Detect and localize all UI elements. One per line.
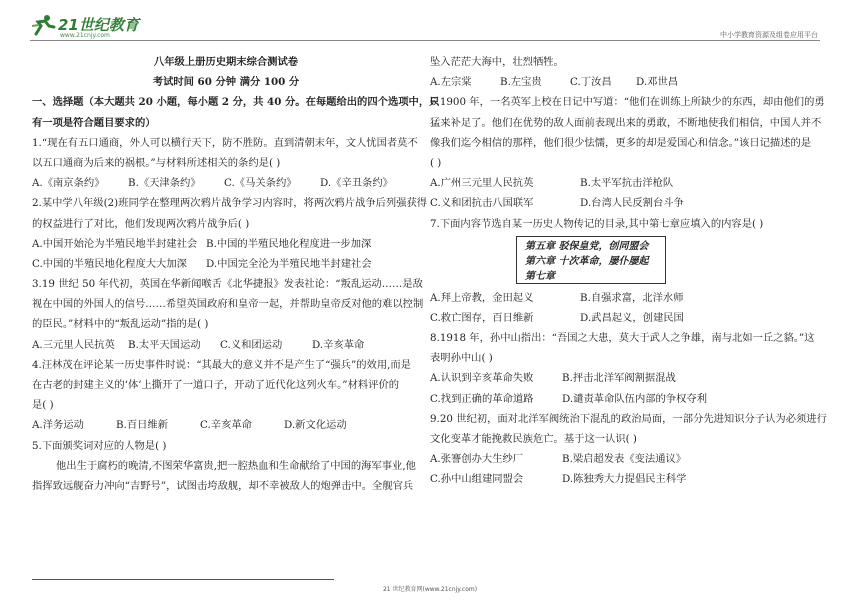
question-5-material: 他出生于腐朽的晚清,不图荣华富贵,把一腔热血和生命献给了中国的海军事业,他 xyxy=(56,459,416,472)
option-b[interactable]: B.百日维新 xyxy=(116,419,169,432)
question-5-options xyxy=(430,72,826,92)
option-c[interactable]: C.找到正确的革命道路 xyxy=(430,392,534,405)
runner-logo-icon xyxy=(30,14,56,36)
option-d[interactable]: D.谴责革命队伍内部的争权夺利 xyxy=(562,392,708,405)
option-b[interactable]: B.梁启超发表《变法通议》 xyxy=(562,453,687,466)
question-3: 3.19 世纪 50 年代初，英国在华新闻喉舌《北华捷报》发表社论：“叛乱运动……是敌 xyxy=(32,278,423,291)
chapter-7-row xyxy=(525,269,657,284)
question-1-options xyxy=(32,173,420,193)
option-c[interactable]: C.辛亥革命 xyxy=(200,419,252,432)
option-d[interactable]: D.陈独秀大力提倡民主科学 xyxy=(562,473,687,486)
option-d[interactable]: D.中国完全沦为半殖民地半封建社会 xyxy=(206,257,372,270)
question-7-options-ab xyxy=(430,288,826,308)
question-8: 8.1918 年，孙中山指出：“吾国之大患，莫大于武人之争雄，南与北如一丘之貉。”这 xyxy=(430,332,815,345)
question-9-options-ab xyxy=(430,449,826,469)
question-6-cont: ( ) xyxy=(430,156,442,169)
question-3-cont: 的臣民。”材料中的“叛乱运动”指的是( ) xyxy=(32,318,209,331)
question-5: 5.下面颁奖词对应的人物是( ) xyxy=(32,439,167,452)
option-c[interactable]: C.救亡图存，百日维新 xyxy=(430,311,534,324)
option-a[interactable]: A.洋务运动 xyxy=(32,419,84,432)
option-b[interactable]: B.太平天国运动 xyxy=(128,338,201,351)
option-d[interactable]: D.辛亥革命 xyxy=(312,338,365,351)
option-c[interactable]: C.义和团运动 xyxy=(220,338,283,351)
right-column xyxy=(430,52,826,490)
header-rule xyxy=(30,40,820,41)
question-4-cont: 在古老的封建主义的‘体’上撕开了一道口子，开动了近代化这列火车。”材料评价的 xyxy=(32,379,400,391)
question-1: 1.“现在有五口通商，外人可以横行天下，防不胜防。直到清朝末年，文人忧国者莫不 xyxy=(32,136,418,149)
option-a[interactable]: A.《南京条约》 xyxy=(32,177,105,190)
option-c[interactable]: C.中国的半殖民地化程度大大加深 xyxy=(32,257,187,270)
footer-text: 21 世纪教育网(www.21cnjy.com) xyxy=(382,586,478,593)
logo-text: 21世纪教育 xyxy=(58,16,139,34)
question-6: 6.1900 年，一名英军上校在日记中写道：“他们在训练上所缺少的东西，却由他们的勇 xyxy=(430,96,825,109)
left-column xyxy=(32,52,440,496)
option-a[interactable]: A.广州三元里人民抗英 xyxy=(430,177,534,190)
chapter-5: 第五章 驳保皇党，创同盟会 xyxy=(525,240,649,252)
logo-site: www.21cnjy.com xyxy=(60,32,110,39)
option-d[interactable]: D.《辛丑条约》 xyxy=(320,177,393,190)
question-8-options-ab xyxy=(430,368,826,388)
chapter-7: 第七章 xyxy=(525,270,555,282)
question-2-options-ab xyxy=(32,234,420,254)
option-a[interactable]: A.三元里人民抗英 xyxy=(32,338,115,351)
option-c[interactable]: C.《马关条约》 xyxy=(224,177,297,190)
question-9-options-cd xyxy=(430,469,826,489)
footnote-rule xyxy=(32,579,334,580)
question-8-cont: 表明孙中山( ) xyxy=(430,352,493,365)
option-b[interactable]: B.左宝贵 xyxy=(500,76,542,89)
option-b[interactable]: B.《天津条约》 xyxy=(128,177,201,190)
option-b[interactable]: B.自强求富，北洋水师 xyxy=(580,291,684,304)
option-a[interactable]: A.拜上帝教，金田起义 xyxy=(430,291,534,304)
question-4: 4.汪林茂在评论某一历史事件时说：“其最大的意义并不是产生了“强兵”的效用,而是 xyxy=(32,358,411,371)
question-4-cont: 是( ) xyxy=(32,399,54,412)
question-1-cont: 以五口通商为后来的祸根。”与材料所述相关的条约是( ) xyxy=(32,156,281,169)
question-2-cont: 的权益进行了对比，他们发现两次鸦片战争后( ) xyxy=(32,217,250,230)
biography-contents-box xyxy=(516,236,666,284)
question-6-options-cd xyxy=(430,193,826,213)
question-6-cont: 像我们迄今相信的那样，他们很少怯懦，更多的却是爱国心和信念。”该日记描述的是 xyxy=(430,136,812,149)
question-4-options xyxy=(32,415,420,435)
chapter-6: 第六章 十次革命，屡仆屡起 xyxy=(525,255,649,267)
question-3-options xyxy=(32,335,420,355)
option-b[interactable]: B.中国的半殖民地化程度进一步加深 xyxy=(206,237,372,250)
option-c[interactable]: C.孙中山组建同盟会 xyxy=(430,473,524,486)
question-5-material-cont: 指挥致远舰奋力冲向“吉野号”，试图击垮敌舰，却不幸被敌人的炮弹击中。全舰官兵 xyxy=(32,479,414,492)
platform-name: 中小学教育资源及组卷应用平台 xyxy=(720,31,818,39)
question-7: 7.下面内容节选自某一历史人物传记的目录,其中第七章应填入的内容是( ) xyxy=(430,217,764,230)
option-b[interactable]: B.太平军抗击洋枪队 xyxy=(580,177,674,190)
question-9-cont: 文化变革才能挽救民族危亡。基于这一认识( ) xyxy=(430,433,637,445)
question-7-options-cd xyxy=(430,308,826,328)
option-b[interactable]: B.抨击北洋军阀割据混战 xyxy=(562,372,676,385)
option-d[interactable]: D.邓世昌 xyxy=(636,76,679,89)
option-c[interactable]: C.义和团抗击八国联军 xyxy=(430,197,534,210)
option-d[interactable]: D.武昌起义，创建民国 xyxy=(580,311,684,324)
option-c[interactable]: C.丁汝昌 xyxy=(570,76,612,89)
option-d[interactable]: D.台湾人民反割台斗争 xyxy=(580,197,684,210)
option-d[interactable]: D.新文化运动 xyxy=(284,419,347,432)
section-heading: 一、选择题（本大题共 20 小题，每小题 2 分，共 40 分。在每题给出的四个选项中，只 xyxy=(32,96,440,109)
question-6-cont: 猛来补足了。他们在优势的敌人面前表现出来的勇敢，不断地使我们相信，中国人并不 xyxy=(430,116,822,129)
question-2-options-cd xyxy=(32,254,420,274)
option-a[interactable]: A.左宗棠 xyxy=(430,76,472,89)
question-3-cont: 视在中国的外国人的信号……希望英国政府和皇帝一起，并帮助皇帝反对他的难以控制 xyxy=(32,298,424,311)
question-6-options-ab xyxy=(430,173,826,193)
exam-title: 八年级上册历史期末综合测试卷 xyxy=(153,56,299,68)
question-8-options-cd xyxy=(430,389,826,409)
section-heading-cont: 有一项是符合题目要求的） xyxy=(32,116,156,129)
option-a[interactable]: A.认识到辛亥革命失败 xyxy=(430,372,534,385)
question-9: 9.20 世纪初，面对北洋军阀统治下混乱的政治局面，一部分先进知识分子认为必须进行 xyxy=(430,412,827,425)
chapter-7-blank xyxy=(562,273,622,284)
brand-logo xyxy=(30,12,140,40)
option-a[interactable]: A.中国开始沦为半殖民地半封建社会 xyxy=(32,237,198,250)
question-2: 2.某中学八年级(2)班同学在整理两次鸦片战争学习内容时，将两次鸦片战争后列强获得 xyxy=(32,197,428,210)
option-a[interactable]: A.张謇创办大生纱厂 xyxy=(430,453,524,466)
question-5-material-end: 坠入茫茫大海中，壮烈牺牲。 xyxy=(430,56,564,68)
exam-subtitle: 考试时间 60 分钟 满分 100 分 xyxy=(152,76,300,89)
